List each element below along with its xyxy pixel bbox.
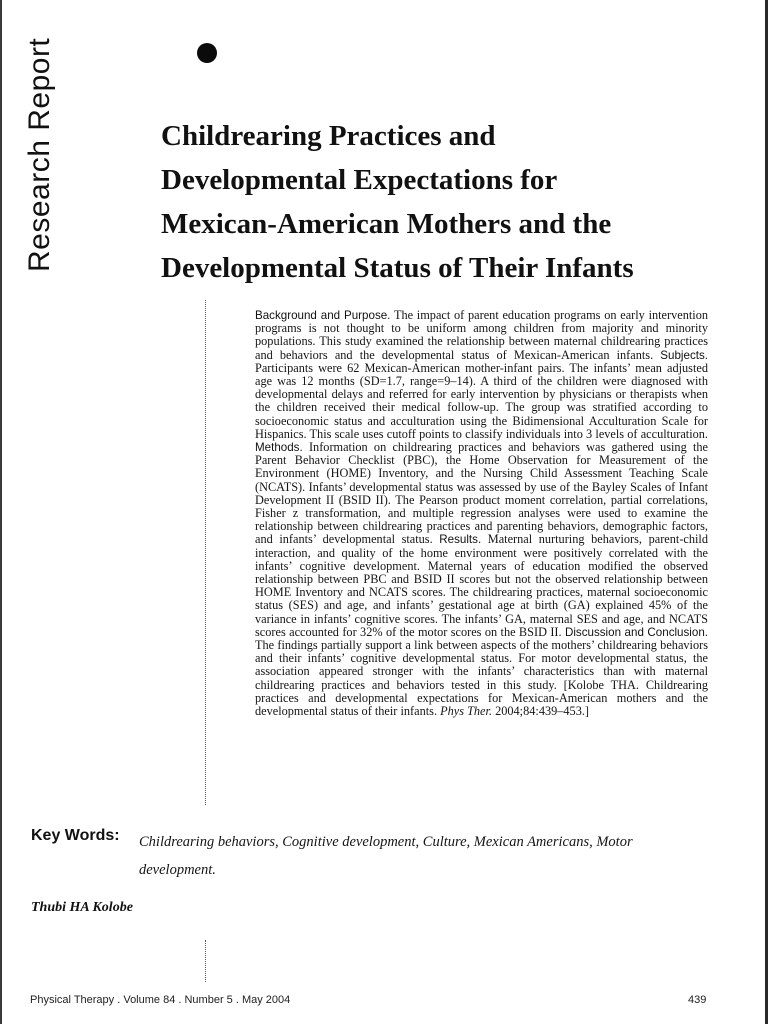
dotted-rule-footer (205, 940, 206, 982)
footer-journal-info: Physical Therapy . Volume 84 . Number 5 . May 2004 (30, 994, 291, 1006)
title-line: Childrearing Practices and (161, 120, 496, 152)
author-name: Thubi HA Kolobe (31, 900, 133, 915)
abstract-label-background: Background and Purpose. (255, 309, 391, 322)
abstract-label-results: Results. (439, 533, 482, 547)
bullet-dot (197, 43, 217, 63)
abstract-text-results: Maternal nurturing behaviors, parent-child interaction, and quality of the home environment were positively correlated with the infants’ cognitive development. Maternal years of education modified the observed relationship between PBC and BSID II scores but not the observed relationship between HOME Inventory and NCATS scores. The childrearing practices, maternal socioeconomic status (SES) and age, and infants’ gestational age at birth (GA) explained 45% of the variance in infants’ cognitive scores. The infants’ GA, maternal SES and age, and NCATS scores accounted for 32% of the motor scores on the BSID II. (255, 532, 708, 639)
section-label: Research Report (23, 37, 56, 272)
dotted-rule (205, 300, 206, 805)
abstract-label-methods: Methods. (255, 441, 303, 455)
page-edge-left (0, 0, 2, 1024)
abstract-label-discussion: Discussion and Conclusion. (564, 625, 708, 639)
abstract (255, 309, 708, 718)
article-title (161, 114, 731, 290)
title-line: Developmental Expectations for (161, 164, 558, 196)
abstract-label-subjects: Subjects. (660, 348, 708, 362)
title-line: Developmental Status of Their Infants (161, 252, 634, 284)
abstract-text-subjects: Participants were 62 Mexican-American mother-infant pairs. The infants’ mean adjusted age was 12 months (SD=1.7, range=9–14). A third of the children were diagnosed with developmental delays and referred for early intervention by physicians or therapists when the children received their medical follow-up. The group was stratified according to socioeconomic status and acculturation using the Bidimensional Acculturation Scale for Hispanics. This scale uses cutoff points to classify individuals into 3 levels of acculturation. (255, 360, 708, 441)
keywords-text: Childrearing behaviors, Cognitive development, Culture, Mexican Americans, Motor development. (139, 834, 633, 878)
abstract-text-methods: Information on childrearing practices and behaviors was gathered using the Parent Behavior Checklist (PBC), the Home Observation for Measurement of the Environment (HOME) Inventory, and the Nursing Child Assessment Teaching Scale (NCATS). Infants’ developmental status was assessed by use of the Bayley Scales of Infant Development II (BSID II). The Pearson product moment correlation, partial correlations, Fisher z transformation, and multiple regression analyses were used to examine the relationship between childrearing practices and parenting behaviors, demographic factors, and infants’ developmental status. (255, 440, 708, 547)
title-line: Mexican-American Mothers and the (161, 208, 612, 240)
citation-rest: 2004;84:439–453.] (492, 704, 590, 719)
keywords-label: Key Words: (31, 827, 120, 844)
citation-journal: Phys Ther. (440, 704, 493, 719)
abstract-text-background: The impact of parent education programs on early intervention programs is not thought to be uniform among children from majority and minority populations. This study examined the relationship between maternal childrearing practices and behaviors and the developmental status of Mexican-American infants. (255, 308, 708, 362)
footer-page-number: 439 (688, 994, 707, 1006)
abstract-text-discussion: The findings partially support a link between aspects of the mothers’ childrearing behaviors and their infants’ cognitive developmental status. For motor developmental status, the association appeared stronger with the infants’ characteristics than with maternal childrearing practices and behaviors tested in this study. [Kolobe THA. Childrearing practices and developmental expectations for Mexican-American mothers and the developmental status of their infants. (255, 638, 708, 719)
